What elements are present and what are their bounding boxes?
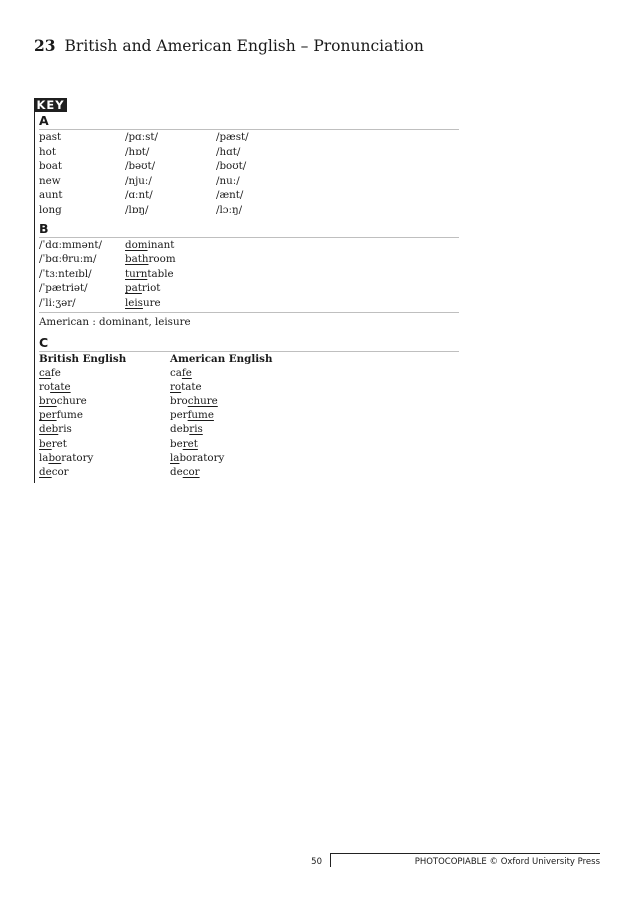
section-c-letter: C xyxy=(39,334,49,350)
word-cell xyxy=(125,281,160,296)
stressed-syllable: bath xyxy=(125,253,149,266)
section-b-letter: B xyxy=(39,220,49,236)
section-a-letter: A xyxy=(39,113,49,128)
stressed-syllable: per xyxy=(39,409,57,422)
table-row xyxy=(39,267,459,282)
unit-title: British and American English – Pronunciation xyxy=(64,37,424,55)
word-cell xyxy=(125,267,174,282)
american-english-heading: American English xyxy=(170,352,273,365)
table-row xyxy=(39,366,459,380)
stressed-syllable: fume xyxy=(187,409,214,422)
table-row xyxy=(39,408,459,422)
british-word-cell xyxy=(39,437,170,451)
word-part: ratory xyxy=(61,451,94,464)
stressed-syllable: la xyxy=(170,451,180,464)
british-english-heading: British English xyxy=(39,352,127,365)
american-ipa-cell: /pæst/ xyxy=(216,131,249,143)
table-row xyxy=(39,437,459,451)
british-ipa-cell: /njuː/ xyxy=(125,174,152,187)
british-word-cell xyxy=(39,451,170,465)
answer-key xyxy=(39,112,459,479)
american-word-cell xyxy=(170,380,202,394)
stressed-syllable: de xyxy=(39,466,52,479)
british-word-cell xyxy=(39,394,170,408)
word-cell: past xyxy=(39,131,62,143)
british-ipa-cell: /ɑːnt/ xyxy=(125,189,153,202)
british-ipa-cell: /pɑːst/ xyxy=(125,131,159,143)
word-part: per xyxy=(170,409,188,422)
british-ipa-cell: /bəʊt/ xyxy=(125,160,156,173)
word-part: fume xyxy=(56,409,83,422)
stressed-syllable: leis xyxy=(125,296,143,309)
british-ipa-cell: /lɒŋ/ xyxy=(125,203,149,216)
copyright-notice: PHOTOCOPIABLE © Oxford University Press xyxy=(414,857,600,867)
table-row xyxy=(39,174,459,189)
unit-number: 23 xyxy=(34,36,56,55)
footer-rule xyxy=(330,853,600,854)
table-row xyxy=(39,159,459,174)
word-remainder: inant xyxy=(147,238,175,251)
british-word-cell xyxy=(39,380,170,394)
ipa-cell: /ˈdɑːmɪnənt/ xyxy=(39,238,102,251)
word-part: cor xyxy=(51,466,69,479)
table-row xyxy=(39,238,459,253)
word-part: bro xyxy=(170,395,188,408)
word-part: be xyxy=(170,437,183,450)
word-remainder: riot xyxy=(141,282,161,295)
stressed-syllable: bo xyxy=(48,451,62,464)
ipa-cell: /ˈtɜːnteɪbl/ xyxy=(39,267,92,280)
stressed-syllable: cor xyxy=(182,466,200,479)
word-remainder: ure xyxy=(142,296,161,309)
word-cell: long xyxy=(39,203,62,216)
word-cell xyxy=(125,252,176,267)
word-part: fe xyxy=(50,366,61,379)
section-c-header-row xyxy=(39,352,459,366)
word-part: deb xyxy=(170,423,190,436)
word-cell xyxy=(125,238,174,253)
word-part: ris xyxy=(58,423,72,436)
stressed-syllable: ris xyxy=(189,423,203,436)
stressed-syllable: be xyxy=(39,437,52,450)
stressed-syllable: turn xyxy=(125,267,148,280)
word-part: ret xyxy=(51,437,67,450)
table-row xyxy=(39,422,459,436)
british-ipa-cell: /hɒt/ xyxy=(125,145,150,158)
table-row xyxy=(39,281,459,296)
british-word-cell xyxy=(39,422,170,436)
section-b xyxy=(39,220,459,331)
table-row xyxy=(39,130,459,145)
stressed-syllable: chure xyxy=(187,395,218,408)
word-part: ro xyxy=(39,380,51,393)
american-ipa-cell: /lɔːŋ/ xyxy=(216,203,243,216)
word-part: ca xyxy=(170,366,182,379)
table-row xyxy=(39,252,459,267)
american-ipa-cell: /nuː/ xyxy=(216,174,240,187)
table-row xyxy=(39,188,459,203)
section-b-note: American : dominant, leisure xyxy=(39,315,191,328)
word-cell: aunt xyxy=(39,189,63,202)
ipa-cell: /ˈpætriət/ xyxy=(39,282,88,295)
word-part: chure xyxy=(56,395,87,408)
stressed-syllable: tate xyxy=(50,380,71,393)
stressed-syllable: deb xyxy=(39,423,59,436)
table-row xyxy=(39,203,459,218)
word-remainder: room xyxy=(148,253,176,266)
section-c xyxy=(39,334,459,480)
word-part: de xyxy=(170,466,183,479)
word-cell: boat xyxy=(39,160,63,173)
word-cell xyxy=(125,296,161,311)
american-word-cell xyxy=(170,394,218,408)
table-row xyxy=(39,380,459,394)
page-title xyxy=(34,36,424,55)
ipa-cell: /ˈbɑːθruːm/ xyxy=(39,253,97,266)
american-word-cell xyxy=(170,451,224,465)
american-word-cell xyxy=(170,366,192,380)
ipa-cell: /ˈliːʒər/ xyxy=(39,296,76,309)
word-part: la xyxy=(39,451,49,464)
british-word-cell xyxy=(39,366,170,380)
american-ipa-cell: /boʊt/ xyxy=(216,160,247,173)
page-number: 50 xyxy=(311,857,322,867)
stressed-syllable: pat xyxy=(125,282,142,295)
american-ipa-cell: /hɑt/ xyxy=(216,145,241,158)
word-remainder: table xyxy=(147,267,174,280)
footer-rule-tick xyxy=(330,853,331,867)
table-row xyxy=(39,451,459,465)
american-word-cell xyxy=(170,408,214,422)
british-word-cell xyxy=(39,465,170,479)
table-row xyxy=(39,394,459,408)
word-part: boratory xyxy=(179,451,225,464)
american-word-cell xyxy=(170,437,198,451)
stressed-syllable: dom xyxy=(125,238,148,251)
stressed-syllable: fe xyxy=(181,366,192,379)
british-word-cell xyxy=(39,408,170,422)
key-badge: KEY xyxy=(34,98,67,112)
stressed-syllable: ret xyxy=(182,437,198,450)
american-word-cell xyxy=(170,422,203,436)
section-a xyxy=(39,112,459,218)
table-row xyxy=(39,296,459,311)
key-divider-line xyxy=(34,112,35,483)
word-part: tate xyxy=(181,380,202,393)
stressed-syllable: ca xyxy=(39,366,51,379)
stressed-syllable: ro xyxy=(170,380,182,393)
table-row xyxy=(39,145,459,160)
stressed-syllable: bro xyxy=(39,395,57,408)
american-ipa-cell: /ænt/ xyxy=(216,189,244,202)
table-row xyxy=(39,465,459,479)
word-cell: new xyxy=(39,174,61,187)
american-word-cell xyxy=(170,465,200,479)
word-cell: hot xyxy=(39,145,56,158)
